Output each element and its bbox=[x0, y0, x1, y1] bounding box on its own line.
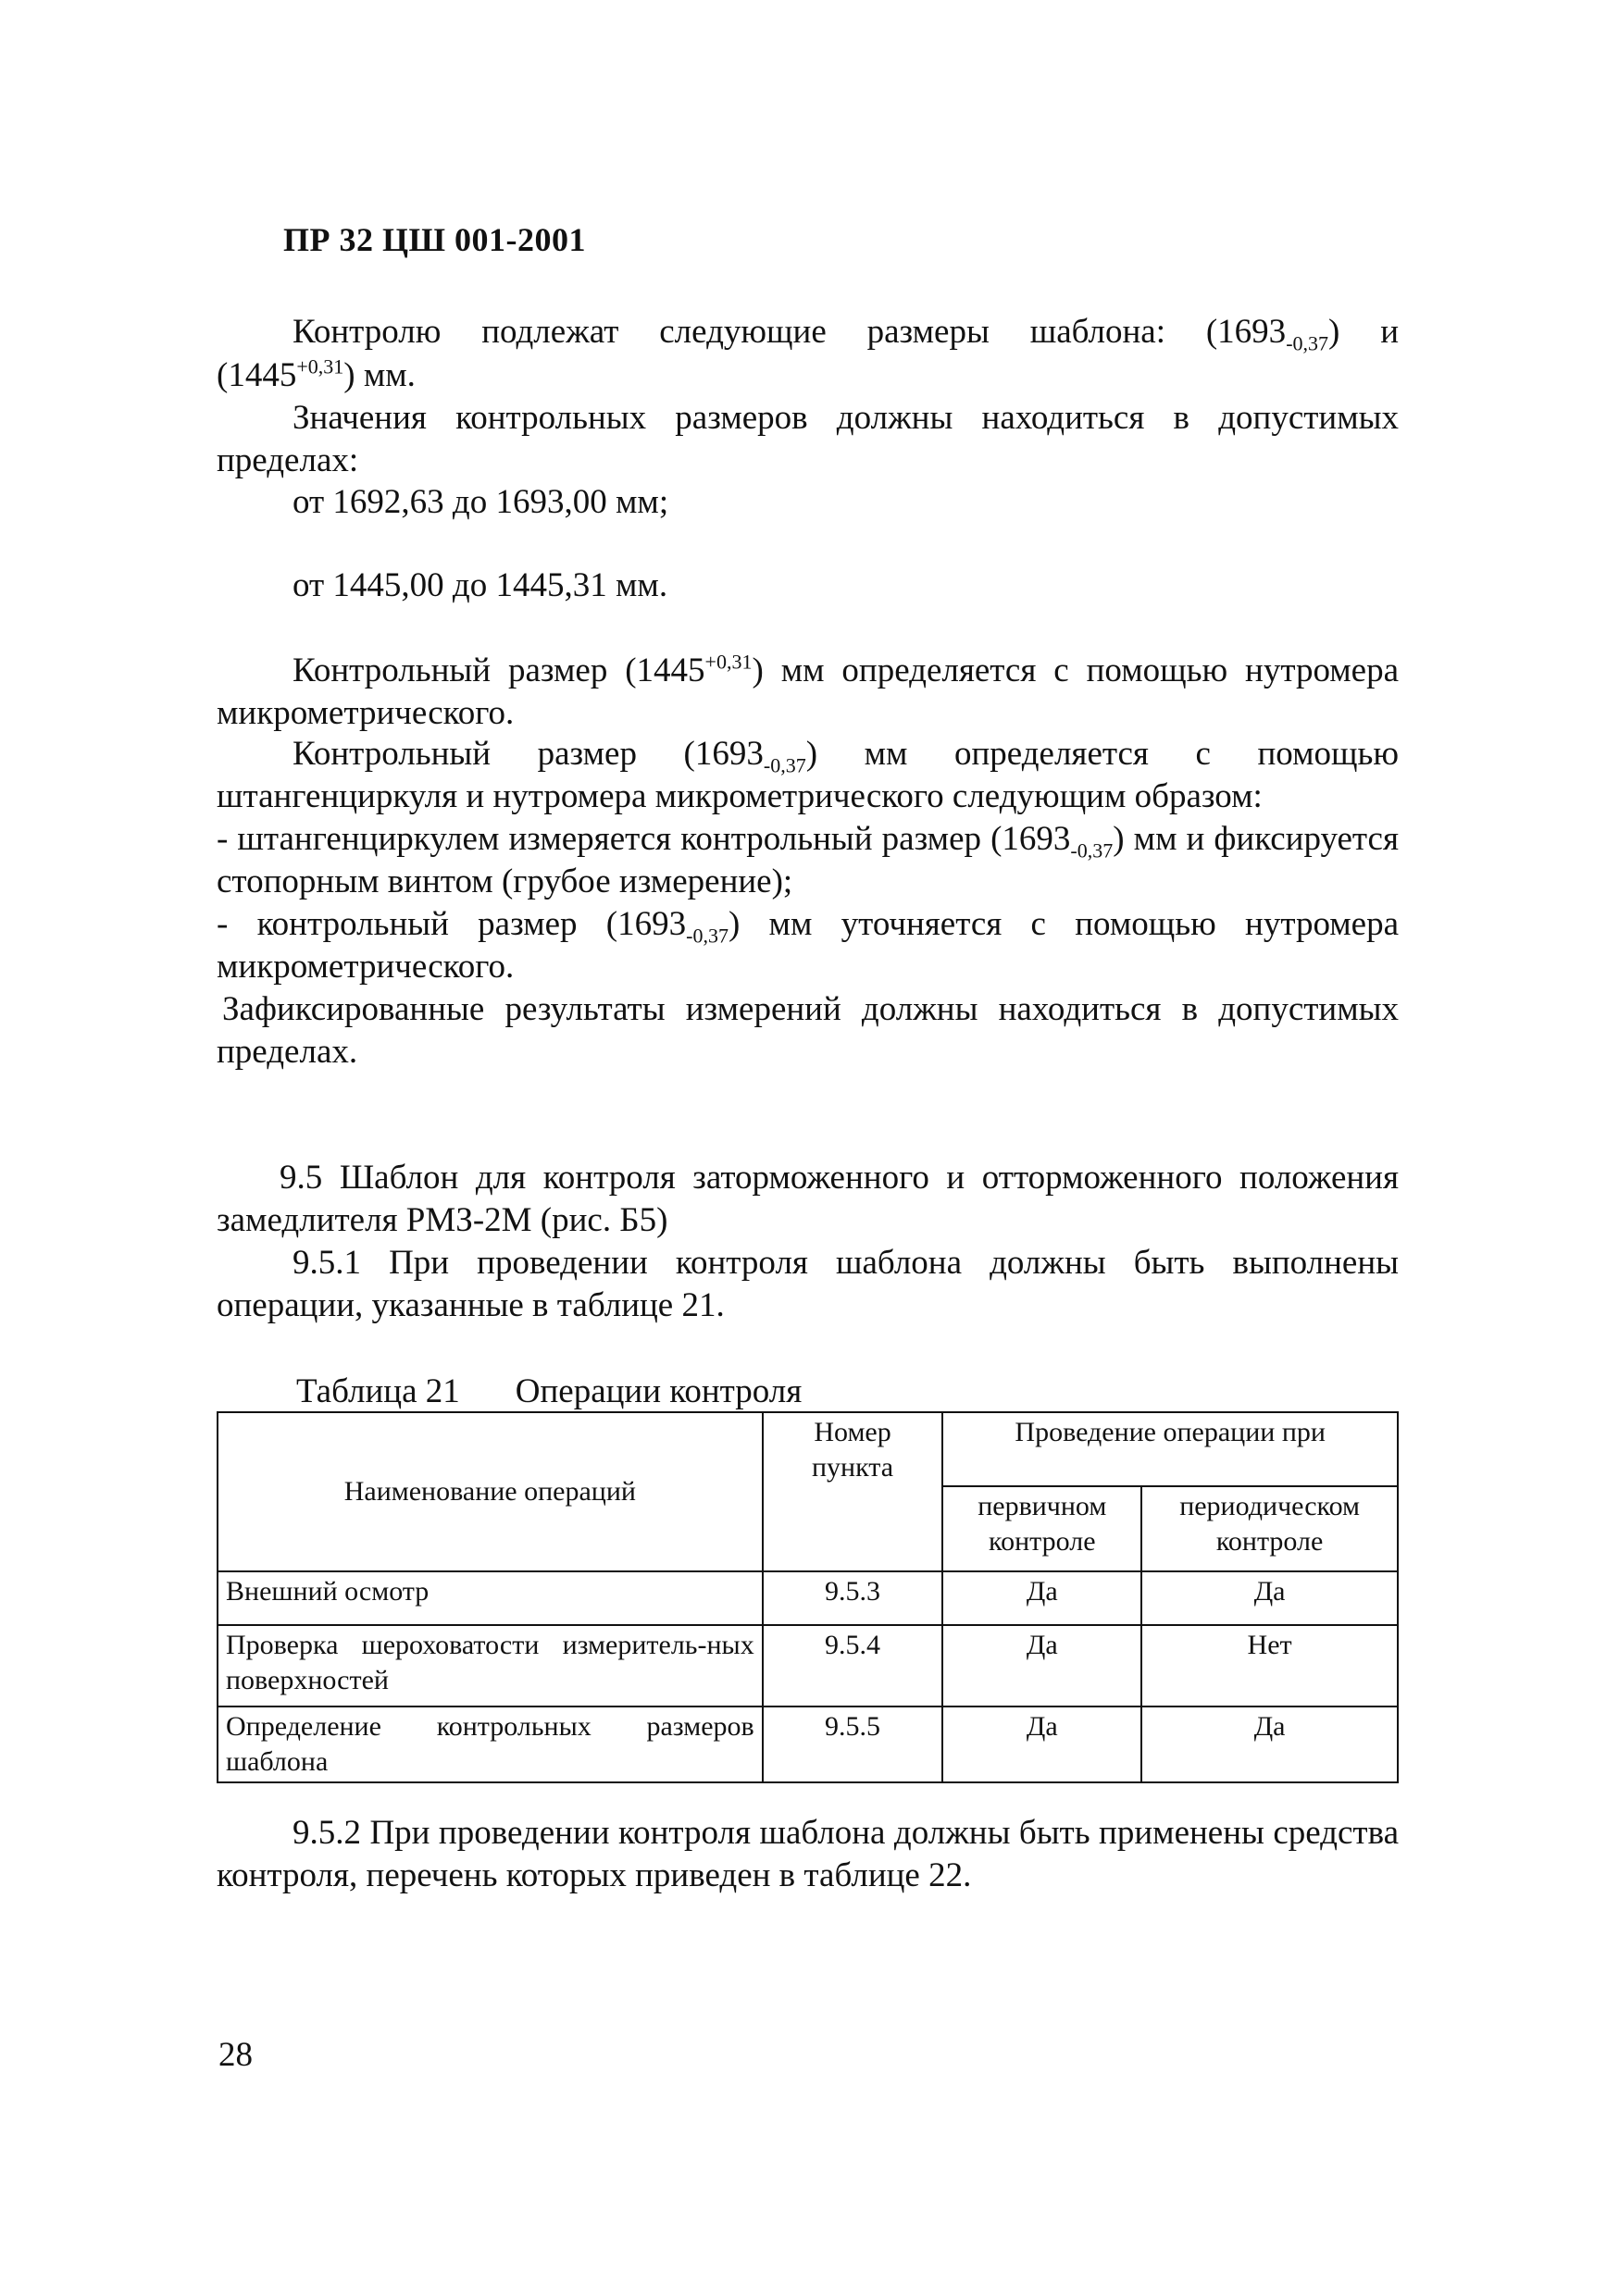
p1-line1-pre: Контролю подлежат следующие размеры шаблона: (1693 bbox=[293, 313, 1287, 351]
row-item-number: 9.5.5 bbox=[763, 1706, 943, 1782]
page-number: 28 bbox=[218, 2036, 253, 2074]
p3-pre: Контрольный размер (1445 bbox=[293, 652, 705, 689]
row-operation-name: Внешний осмотр bbox=[218, 1571, 763, 1625]
p4-post: ) мм определяется с помощью штангенциркуля и нутромера микрометрического следующим образом: bbox=[217, 735, 1399, 815]
section-9-5-title: 9.5 Шаблон для контроля заторможенного и отторможенного положения замедлителя РМЗ-2М (рис. Б5) bbox=[217, 1159, 1399, 1239]
b1-pre: - штангенциркулем измеряется контрольный размер (1693 bbox=[217, 820, 1071, 858]
p3-sup: +0,31 bbox=[704, 650, 753, 674]
section-9-5-1: 9.5.1 При проведении контроля шаблона должны быть выполнены операции, указанные в таблице 21. bbox=[217, 1244, 1399, 1324]
document-code-header: ПР 32 ЦШ 001-2001 bbox=[283, 221, 587, 258]
table-21-caption bbox=[296, 1371, 802, 1412]
p4-pre: Контрольный размер (1693 bbox=[293, 735, 764, 773]
paragraph-controlled-dimensions-line2 bbox=[217, 354, 416, 397]
p1-line2-sup: +0,31 bbox=[296, 354, 344, 379]
b2-post: ) мм уточняется с помощью нутромера микрометрического. bbox=[217, 905, 1400, 986]
operations-table bbox=[217, 1411, 1399, 1783]
row-periodic: Да bbox=[1141, 1571, 1398, 1625]
paragraph-controlled-dimensions bbox=[217, 311, 1399, 354]
paragraph-allowed-values: Значения контрольных размеров должны находиться в допустимых пределах: bbox=[217, 399, 1399, 479]
row-item-number: 9.5.3 bbox=[763, 1571, 943, 1625]
row-item-number: 9.5.4 bbox=[763, 1625, 943, 1706]
row-primary: Да bbox=[942, 1571, 1141, 1625]
section-9-5-2: 9.5.2 При проведении контроля шаблона должны быть применены средства контроля, перечень которых приведен в таблице 22. bbox=[217, 1814, 1399, 1894]
b1-post: ) мм и фиксируется стопорным винтом (грубое измерение); bbox=[217, 820, 1399, 900]
row-primary: Да bbox=[942, 1706, 1141, 1782]
table-caption-title: Операции контроля bbox=[515, 1372, 803, 1410]
p1-line2-post: ) мм. bbox=[343, 356, 416, 394]
table-row bbox=[218, 1706, 1398, 1782]
header-item-number: Номер пункта bbox=[763, 1412, 943, 1571]
p1-line2-pre: (1445 bbox=[217, 356, 297, 394]
row-primary: Да bbox=[942, 1625, 1141, 1706]
paragraph-1693-measurement bbox=[217, 733, 1399, 818]
p1-line1-post: ) и bbox=[1328, 313, 1400, 351]
table-caption-number: Таблица 21 bbox=[296, 1372, 460, 1410]
table-row bbox=[218, 1571, 1398, 1625]
paragraph-1445-measurement bbox=[217, 650, 1399, 735]
header-periodic-control: периодическом контроле bbox=[1141, 1486, 1398, 1571]
b2-pre: - контрольный размер (1693 bbox=[217, 905, 687, 943]
range-1445: от 1445,00 до 1445,31 мм. bbox=[293, 566, 668, 604]
row-operation-name: Проверка шероховатости измеритель-ных поверхностей bbox=[218, 1625, 763, 1706]
row-operation-name: Определение контрольных размеров шаблона bbox=[218, 1706, 763, 1782]
paragraph-results: Зафиксированные результаты измерений должны находиться в допустимых пределах. bbox=[217, 990, 1399, 1071]
header-operation-name: Наименование операций bbox=[218, 1412, 763, 1571]
p1-line1-sub: -0,37 bbox=[1286, 331, 1329, 355]
range-1693: от 1692,63 до 1693,00 мм; bbox=[293, 483, 669, 521]
header-performed-at: Проведение операции при bbox=[942, 1412, 1398, 1486]
table-row bbox=[218, 1625, 1398, 1706]
row-periodic: Да bbox=[1141, 1706, 1398, 1782]
header-primary-control: первичном контроле bbox=[942, 1486, 1141, 1571]
b2-sub: -0,37 bbox=[686, 924, 729, 948]
b1-sub: -0,37 bbox=[1070, 838, 1114, 863]
table-header-row bbox=[218, 1412, 1398, 1486]
p4-sub: -0,37 bbox=[763, 753, 806, 777]
p3-post: ) мм определяется с помощью нутромера микрометрического. bbox=[217, 652, 1399, 732]
bullet-caliper-measurement bbox=[217, 818, 1399, 903]
bullet-micrometer-refinement bbox=[217, 903, 1399, 988]
row-periodic: Нет bbox=[1141, 1625, 1398, 1706]
